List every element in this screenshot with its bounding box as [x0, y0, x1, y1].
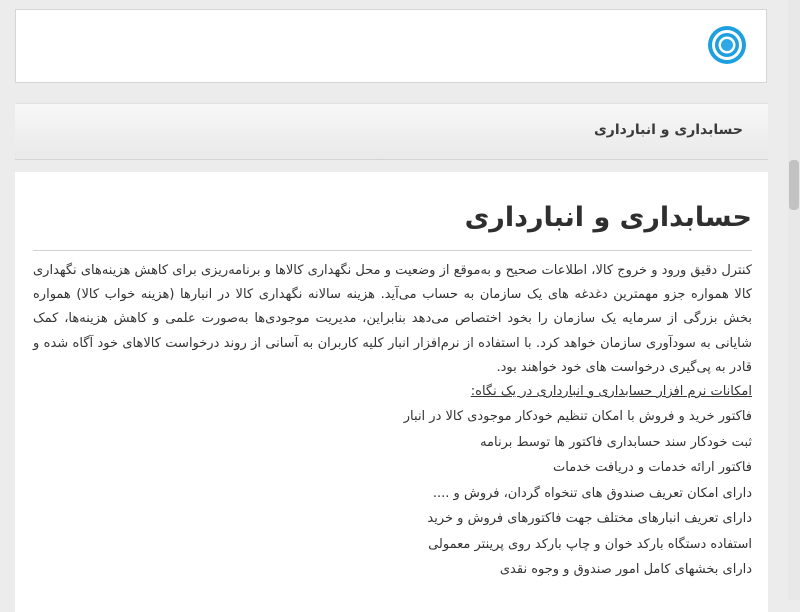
article-paragraph: کنترل دقیق ورود و خروج کالا، اطلاعات صحیح و به‌موقع از وضعیت و محل نگهداری کالاها و برنامه‌ریزی برای کاهش هزینه‌های نگهداری کالا همواره جزو مهمترین دغدغه های یک سازمان به حساب می‌آید. هزینه سالانه نگهداری کالا در انبارها (هزینه خواب کالا) همواره بخش بزرگی از سرمایه یک سازمان را بخود اختصاص می‌دهد بنابراین، مدیریت موجودی‌ها به‌صورت علمی و کاهش هزینه‌ها، کمک شایانی به سودآوری سازمان خواهد کرد. با استفاده از نرم‌افزار انبار کلیه کاربران به آسانی از روند درخواست کالاهای خود آگاه شده و قادر به پی‌گیری درخواست های خود خواهند بود.: [33, 263, 752, 375]
article-heading: حسابداری و انبارداری: [464, 202, 752, 233]
page-title-bar: [15, 103, 768, 160]
target-circle-icon[interactable]: [706, 24, 748, 66]
list-item: استفاده دستگاه بارکد خوان و چاپ بارکد روی پرینتر معمولی: [428, 536, 752, 552]
list-item: فاکتور ارائه خدمات و دریافت خدمات: [553, 460, 752, 476]
features-title: امکانات نرم افزار حسابداری و انبارداری در یک نگاه:: [470, 384, 752, 400]
heading-divider: [33, 250, 752, 251]
list-item: دارای تعریف انبارهای مختلف جهت فاکتورهای فروش و خرید: [427, 511, 752, 527]
list-item: دارای بخشهای کامل امور صندوق و وجوه نقدی: [499, 562, 752, 578]
vertical-scrollbar[interactable]: [788, 0, 800, 600]
site-header: [15, 9, 767, 83]
list-item: ثبت خودکار سند حسابداری فاکتور ها توسط برنامه: [480, 434, 752, 450]
list-item: فاکتور خرید و فروش با امکان تنظیم خودکار موجودی کالا در انبار: [403, 409, 752, 425]
feature-list: [33, 404, 752, 583]
scrollbar-thumb[interactable]: [789, 160, 799, 210]
page-title: حسابداری و انبارداری: [593, 122, 743, 138]
list-item: دارای امکان تعریف صندوق های تنخواه گردان، فروش و ....: [432, 485, 752, 501]
article-content: [15, 172, 768, 612]
